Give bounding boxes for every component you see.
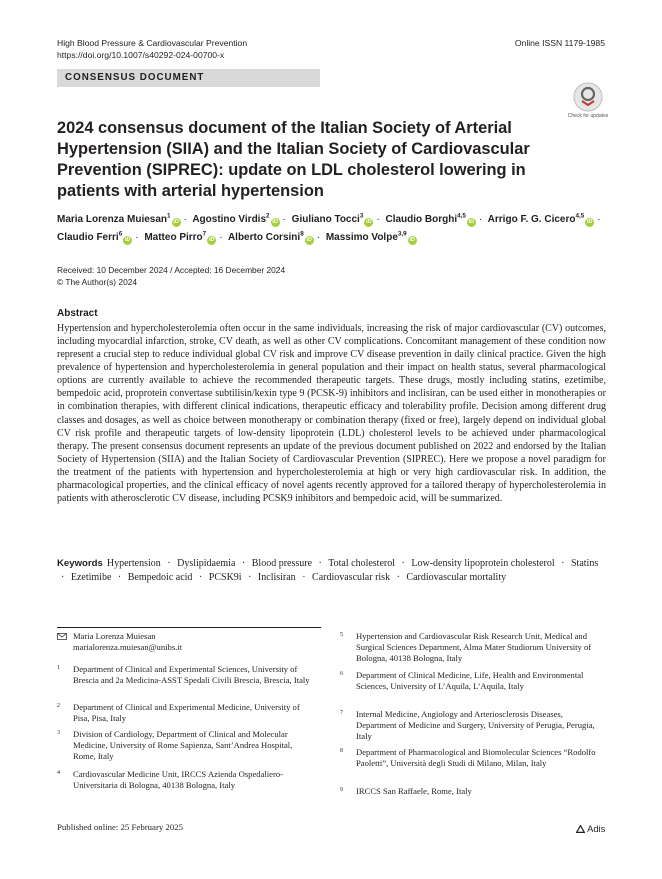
author-affiliation: 4,5 — [457, 212, 466, 220]
orcid-icon[interactable]: iD — [586, 219, 593, 225]
keyword-separator: · — [396, 572, 400, 583]
keywords — [57, 557, 612, 585]
affiliation-9: 9 IRCCS San Raffaele, Rome, Italy — [340, 786, 472, 796]
corresponding-author: Maria Lorenza Muiesan — [73, 631, 156, 641]
abstract-text: Hypertension and hypercholesterolemia often occur in the same individuals, increasing the risk of major cardiovascular (CV) outcomes, including myocardial infarction, stroke, CV death, as well as other CV complications. Concomitant management of these condition now represent a crucial step to reduce individual global CV risk and improve CV disease prevention in daily clinical practice. Given the high prevalence of hypertension and hypercholesterolemia in general population and their impact on health status, several pharmacological options are currently available to achieve the recommended therapeutic targets. These drugs, mostly including statins, ezetimibe, bempedoic acid, proprotein convertase subtilisin/kexin type 9 (PCSK-9) inhibitors and inclisiran, can be used either in monotherapies or in combination therapies, with different clinical indications, therapeutic efficacy and tolerability profile. Decision among different drug classes and dosages, as well as choice between monotherapy or combination therapy (fixed or free), largely depend on individual global CV risk profile and therapeutic targets of low-density lipoprotein (LDL) cholesterol levels to be achieved under pharmacological therapy. The present consensus document represents an update of the previous document published on 2022 and endorsed by the Italian Society of Hypertension (SIIA) and the Italian Society of Cardiovascular Prevention (SIPREC). Here we propose a novel paradigm for the treatment of the patients with hypertension and hypercholesterolemia at high or very high cardiovascular risk. In addition, the pharmacological properties, and the clinical efficacy of novel agents recently approved for a tailored therapy of hypercholesterolemia in patients with atherosclerotic CV disease, including PCSK9 inhibitors and bempedoic acid, will be summarized. — [57, 323, 606, 505]
orcid-icon[interactable]: iD — [409, 237, 415, 243]
author-affiliation: 2 — [266, 212, 270, 220]
issn: Online ISSN 1179-1985 — [514, 38, 605, 48]
author-separator: · — [478, 214, 483, 225]
author-affiliation: 3,9 — [397, 230, 407, 238]
author-affiliation: 1 — [167, 212, 171, 220]
author[interactable] — [488, 214, 595, 225]
affiliation-7: 7 Internal Medicine, Angiology and Arteriosclerosis Diseases, Department of Medicine and Surgery, University of Perugia, Perugia, Italy — [340, 709, 595, 741]
author[interactable] — [57, 232, 132, 243]
author-name: Giuliano Tocci — [291, 214, 360, 225]
orcid-icon[interactable]: iD — [366, 219, 372, 225]
keyword: Low-density lipoprotein cholesterol — [411, 558, 555, 569]
corresponding-email[interactable]: marialorenza.muiesan@unibs.it — [73, 642, 183, 652]
orcid-icon[interactable]: iD — [124, 237, 131, 243]
affiliation-8: 8 Department of Pharmacological and Biomolecular Sciences “Rodolfo Paoletti”, Università degli Studi di Milano, Milan, Italy — [340, 747, 596, 768]
author-affiliation: 3 — [359, 212, 364, 220]
author[interactable] — [385, 214, 475, 225]
author[interactable] — [192, 214, 279, 225]
affiliation-4: 4 Cardiovascular Medicine Unit, IRCCS Azienda Ospedaliero-Universitaria di Bologna, 40138 Bologna, Italy — [57, 769, 284, 790]
author-separator: · — [282, 214, 286, 225]
keyword: Dyslipidaemia — [177, 558, 236, 569]
keyword: Cardiovascular risk — [312, 572, 391, 583]
keyword-separator: · — [198, 572, 203, 583]
abstract-heading: Abstract — [57, 308, 98, 319]
affiliation-3: 3 Division of Cardiology, Department of Clinical and Molecular Medicine, University of Rome Sapienza, Sant’Andrea Hospital, Rome, Italy — [57, 729, 293, 761]
keyword: Total cholesterol — [328, 558, 395, 569]
author-affiliation: 6 — [118, 230, 123, 238]
keyword: Hypertension — [106, 558, 161, 569]
author-name: Claudio Borghi — [385, 214, 458, 225]
keyword: PCSK9i — [208, 572, 242, 583]
author-separator: · — [219, 232, 223, 243]
orcid-icon[interactable]: iD — [208, 237, 215, 243]
orcid-icon[interactable]: iD — [173, 219, 179, 225]
check-for-updates-label: Check for updates — [567, 113, 609, 119]
keyword-separator: · — [248, 572, 252, 583]
author-name: Maria Lorenza Muiesan — [57, 214, 168, 225]
author-list — [57, 211, 612, 247]
footnote-divider — [57, 627, 321, 628]
doi-link[interactable]: https://doi.org/10.1007/s40292-024-00700-x — [57, 50, 225, 60]
affiliation-5: 5 Hypertension and Cardiovascular Risk Research Unit, Medical and Surgical Sciences Department, Alma Mater Studiorum University of Bologna, 40138 Bologna, Italy — [340, 631, 592, 663]
keyword: Bempedoic acid — [127, 572, 193, 583]
publisher-name: Adis — [587, 823, 606, 834]
correspondence — [73, 631, 323, 653]
keyword-separator: · — [318, 558, 322, 569]
author-name: Agostino Virdis — [192, 214, 267, 225]
affiliation-1: 1 Department of Clinical and Experimental Sciences, University of Brescia and 2a Medicina-ASST Spedali Civili Brescia, Brescia, Italy — [57, 664, 310, 685]
author[interactable] — [292, 214, 374, 225]
author-name: Matteo Pirro — [144, 232, 203, 243]
author-affiliation: 4,5 — [575, 212, 585, 220]
author-name: Arrigo F. G. Cicero — [487, 214, 576, 225]
author-separator: · — [597, 214, 601, 225]
received-accepted: Received: 10 December 2024 / Accepted: 16 December 2024 — [57, 265, 286, 275]
keyword-separator: · — [241, 558, 246, 569]
orcid-icon[interactable]: iD — [468, 219, 475, 225]
publisher-logo — [576, 823, 605, 834]
author[interactable] — [57, 214, 181, 225]
author-name: Massimo Volpe — [325, 232, 398, 243]
keyword-separator: · — [561, 558, 565, 569]
check-for-updates-icon[interactable] — [573, 82, 603, 112]
article-dates — [57, 264, 285, 288]
author-separator: · — [316, 232, 321, 243]
orcid-icon[interactable]: iD — [306, 237, 312, 243]
author[interactable] — [144, 232, 216, 243]
keyword-separator: · — [61, 572, 65, 583]
author-affiliation: 7 — [202, 230, 207, 238]
running-header — [57, 37, 247, 61]
author-separator: · — [376, 214, 380, 225]
adis-triangle-icon — [576, 825, 585, 833]
author-affiliation: 8 — [300, 230, 304, 238]
keyword-separator: · — [302, 572, 306, 583]
copyright: © The Author(s) 2024 — [57, 277, 138, 287]
keyword-separator: · — [117, 572, 122, 583]
keywords-label: Keywords — [57, 558, 103, 569]
keyword: Cardiovascular mortality — [406, 572, 507, 583]
affiliation-2: 2 Department of Clinical and Experimental Medicine, University of Pisa, Pisa, Italy — [57, 702, 300, 723]
keyword: Inclisiran — [257, 572, 296, 583]
author[interactable] — [326, 232, 417, 243]
author[interactable] — [228, 232, 314, 243]
keyword: Blood pressure — [251, 558, 313, 569]
author-name: Claudio Ferri — [57, 232, 119, 243]
envelope-icon — [57, 633, 67, 640]
article-type-ribbon: CONSENSUS DOCUMENT — [57, 69, 320, 87]
journal-name: High Blood Pressure & Cardiovascular Prevention — [57, 38, 248, 48]
keyword: Ezetimibe — [70, 572, 112, 583]
affiliation-6: 6 Department of Clinical Medicine, Life, Health and Environmental Sciences, University of L’Aquila, L’Aquila, Italy — [340, 670, 584, 691]
author-separator: · — [135, 232, 139, 243]
keyword-separator: · — [401, 558, 405, 569]
keyword: Statins — [571, 558, 599, 569]
keyword-separator: · — [167, 558, 171, 569]
orcid-icon[interactable]: iD — [272, 219, 278, 225]
author-separator: · — [183, 214, 187, 225]
published-online: Published online: 25 February 2025 — [57, 822, 184, 832]
author-name: Alberto Corsini — [227, 232, 301, 243]
article-title: 2024 consensus document of the Italian Society of Arterial Hypertension (SIIA) and the Italian Society of Cardiovascular Prevention (SIPREC): update on LDL cholesterol lowering in patients with arterial hypertension — [57, 119, 530, 200]
